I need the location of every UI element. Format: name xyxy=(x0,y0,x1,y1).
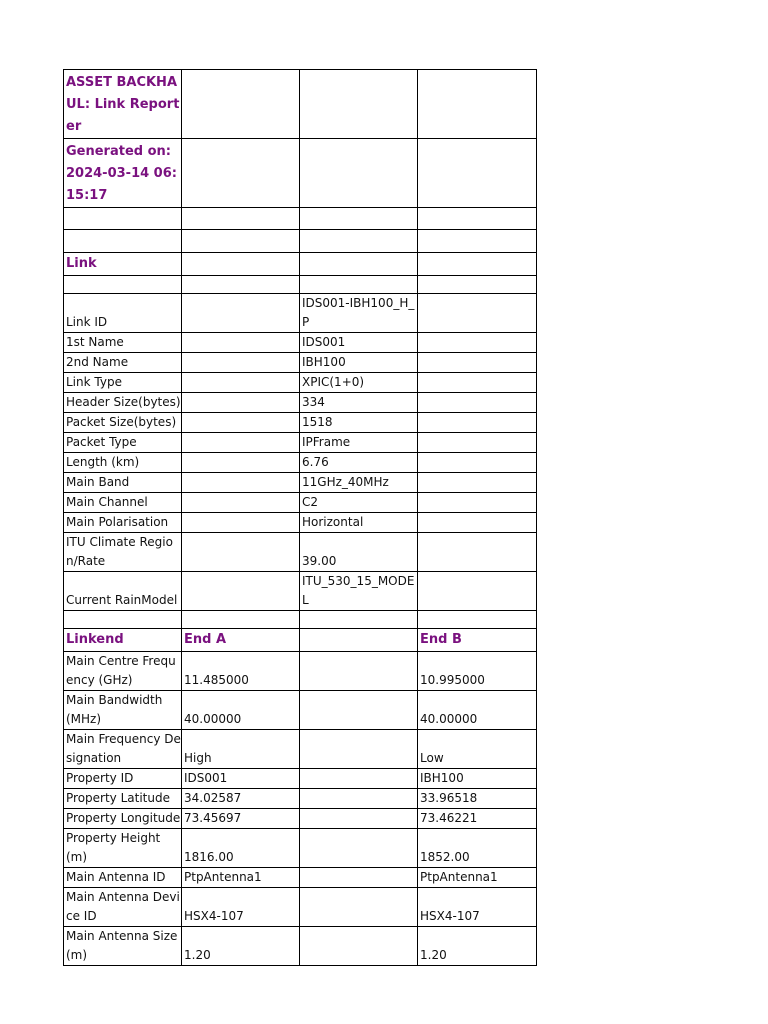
row-label: Main Channel xyxy=(64,493,182,513)
link-section-header-row xyxy=(64,253,537,276)
table-row xyxy=(64,333,537,353)
end-b-value: 40.00000 xyxy=(418,691,537,730)
row-label: Property ID xyxy=(64,769,182,789)
table-row xyxy=(64,868,537,888)
table-row xyxy=(64,413,537,433)
row-label: Current RainModel xyxy=(64,572,182,611)
row-label: Property Longitude xyxy=(64,809,182,829)
link-report-table xyxy=(63,69,537,966)
row-label: Main Antenna Device ID xyxy=(64,888,182,927)
end-a-value: IDS001 xyxy=(182,769,300,789)
row-value: 11GHz_40MHz xyxy=(300,473,418,493)
end-a-value: PtpAntenna1 xyxy=(182,868,300,888)
empty-row xyxy=(64,611,537,629)
end-b-header: End B xyxy=(418,629,537,652)
end-b-value: Low xyxy=(418,730,537,769)
table-row xyxy=(64,652,537,691)
row-value: XPIC(1+0) xyxy=(300,373,418,393)
end-a-value: 1.20 xyxy=(182,927,300,966)
table-row xyxy=(64,533,537,572)
report-title: ASSET BACKHAUL: Link Reporter xyxy=(64,70,182,139)
row-value: 1518 xyxy=(300,413,418,433)
row-label: Main Antenna ID xyxy=(64,868,182,888)
row-label: 1st Name xyxy=(64,333,182,353)
row-label: 2nd Name xyxy=(64,353,182,373)
table-row xyxy=(64,493,537,513)
row-label: Packet Size(bytes) xyxy=(64,413,182,433)
table-row xyxy=(64,433,537,453)
table-row xyxy=(64,453,537,473)
table-row xyxy=(64,691,537,730)
row-label: Property Height (m) xyxy=(64,829,182,868)
table-row xyxy=(64,789,537,809)
table-row xyxy=(64,809,537,829)
row-label: ITU Climate Region/Rate xyxy=(64,533,182,572)
end-a-value: 11.485000 xyxy=(182,652,300,691)
table-row xyxy=(64,730,537,769)
end-b-value: IBH100 xyxy=(418,769,537,789)
table-row xyxy=(64,572,537,611)
end-a-header: End A xyxy=(182,629,300,652)
table-row xyxy=(64,927,537,966)
row-label: Main Band xyxy=(64,473,182,493)
table-row xyxy=(64,294,537,333)
end-b-value: 1852.00 xyxy=(418,829,537,868)
linkend-section-header: Linkend xyxy=(64,629,182,652)
row-value: IDS001-IBH100_H_P xyxy=(300,294,418,333)
table-row xyxy=(64,829,537,868)
table-row xyxy=(64,373,537,393)
end-b-value: PtpAntenna1 xyxy=(418,868,537,888)
table-row xyxy=(64,353,537,373)
end-b-value: 10.995000 xyxy=(418,652,537,691)
end-b-value: 33.96518 xyxy=(418,789,537,809)
end-a-value: High xyxy=(182,730,300,769)
empty-row xyxy=(64,208,537,230)
generated-row xyxy=(64,139,537,208)
row-value: 334 xyxy=(300,393,418,413)
row-label: Link ID xyxy=(64,294,182,333)
linkend-section-header-row xyxy=(64,629,537,652)
empty-row xyxy=(64,276,537,294)
row-value: IBH100 xyxy=(300,353,418,373)
row-value: 39.00 xyxy=(300,533,418,572)
row-label: Main Bandwidth (MHz) xyxy=(64,691,182,730)
row-label: Main Centre Frequency (GHz) xyxy=(64,652,182,691)
report-title-row xyxy=(64,70,537,139)
table-row xyxy=(64,393,537,413)
end-b-value: HSX4-107 xyxy=(418,888,537,927)
table-row xyxy=(64,888,537,927)
row-value: 6.76 xyxy=(300,453,418,473)
end-b-value: 73.46221 xyxy=(418,809,537,829)
row-label: Header Size(bytes) xyxy=(64,393,182,413)
empty-row xyxy=(64,230,537,253)
end-a-value: 34.02587 xyxy=(182,789,300,809)
row-label: Main Polarisation xyxy=(64,513,182,533)
end-a-value: HSX4-107 xyxy=(182,888,300,927)
row-value: C2 xyxy=(300,493,418,513)
end-a-value: 1816.00 xyxy=(182,829,300,868)
generated-label: Generated on: xyxy=(66,144,171,159)
row-label: Link Type xyxy=(64,373,182,393)
row-label: Main Frequency Designation xyxy=(64,730,182,769)
end-a-value: 40.00000 xyxy=(182,691,300,730)
table-row xyxy=(64,473,537,493)
row-label: Main Antenna Size (m) xyxy=(64,927,182,966)
row-value: ITU_530_15_MODEL xyxy=(300,572,418,611)
row-label: Property Latitude xyxy=(64,789,182,809)
generated-timestamp: 2024-03-14 06:15:17 xyxy=(66,166,177,203)
row-value: Horizontal xyxy=(300,513,418,533)
generated-cell xyxy=(64,139,182,208)
row-value: IPFrame xyxy=(300,433,418,453)
end-a-value: 73.45697 xyxy=(182,809,300,829)
link-section-header: Link xyxy=(64,253,182,276)
table-row xyxy=(64,513,537,533)
row-label: Packet Type xyxy=(64,433,182,453)
table-row xyxy=(64,769,537,789)
row-label: Length (km) xyxy=(64,453,182,473)
end-b-value: 1.20 xyxy=(418,927,537,966)
row-value: IDS001 xyxy=(300,333,418,353)
